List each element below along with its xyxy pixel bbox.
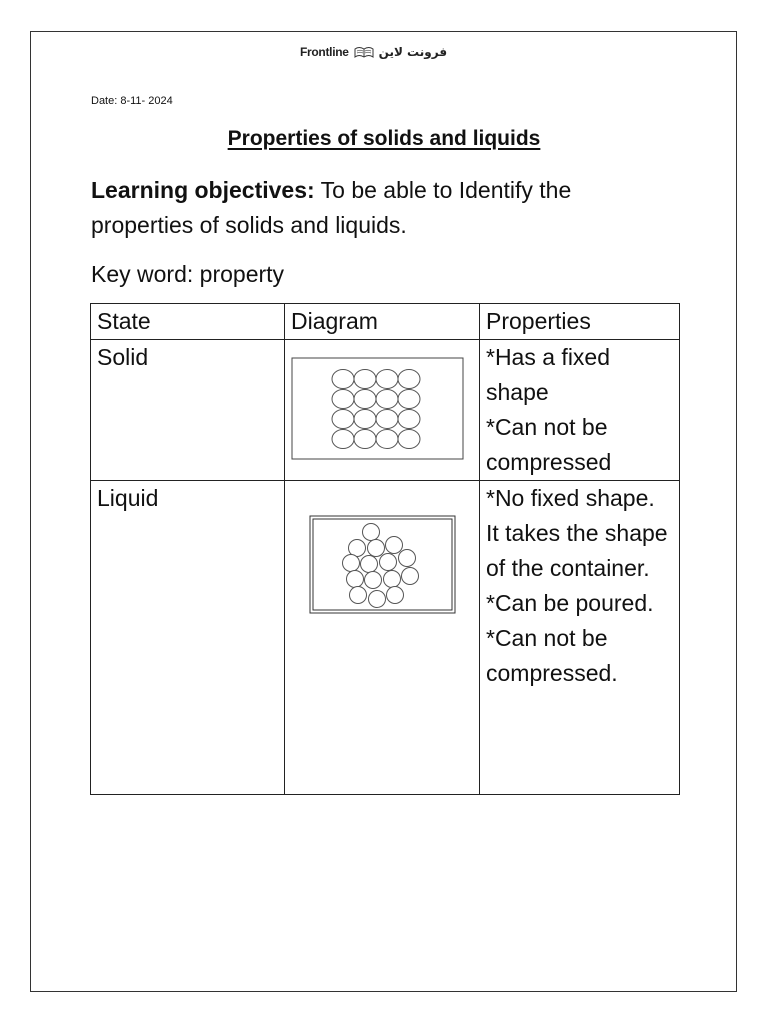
diagram-cell-liquid <box>285 481 480 795</box>
properties-solid <box>480 340 680 481</box>
state-liquid: Liquid <box>91 481 285 795</box>
page-title: Properties of solids and liquids <box>227 127 541 150</box>
learning-objectives <box>91 173 671 243</box>
particle-cluster-icon <box>309 515 457 615</box>
diagram-cell-solid <box>285 340 480 481</box>
header-properties: Properties <box>480 304 680 340</box>
property-item: *Can not be compressed. <box>486 625 618 686</box>
particle-grid-icon <box>291 357 465 461</box>
state-solid: Solid <box>91 340 285 481</box>
property-item: *Can not be compressed <box>486 414 612 475</box>
table-header-row <box>91 304 680 340</box>
header-state: State <box>91 304 285 340</box>
property-item: *No fixed shape. It takes the shape of the container. <box>486 485 668 581</box>
header-diagram: Diagram <box>285 304 480 340</box>
key-word: Key word: property <box>91 261 285 287</box>
table-row-liquid <box>91 481 680 795</box>
properties-liquid <box>480 481 680 795</box>
date-label: Date: 8-11- 2024 <box>91 95 173 107</box>
logo-text-en: Frontline <box>300 45 349 59</box>
properties-table <box>90 303 680 795</box>
logo-text-ar: فرونت لاين <box>378 45 448 59</box>
table-row-solid <box>91 340 680 481</box>
book-icon <box>354 45 374 59</box>
logo <box>300 44 447 60</box>
property-item: *Has a fixed shape <box>486 344 611 405</box>
objectives-text: To be able to Identify the properties of solids and liquids. <box>91 177 572 238</box>
property-item: *Can be poured. <box>486 590 654 616</box>
objectives-label: Learning objectives: <box>91 177 315 203</box>
